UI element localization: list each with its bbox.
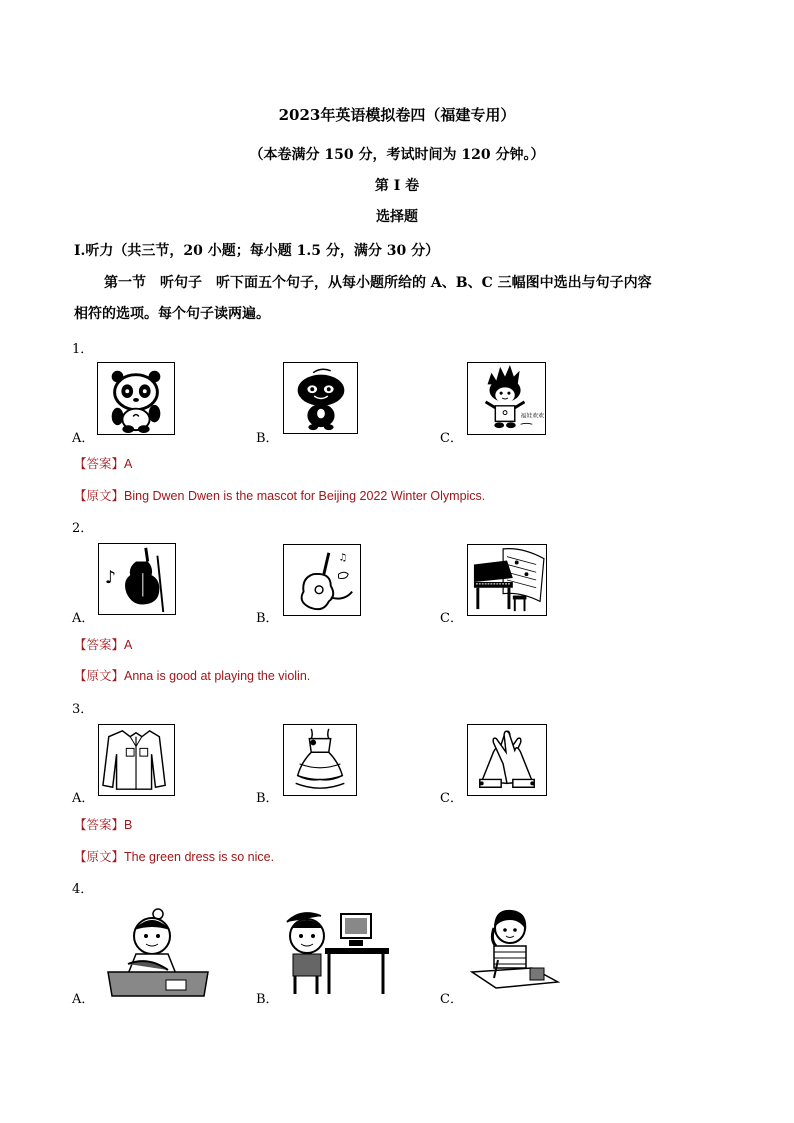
script-tag: 【原文】 bbox=[74, 849, 125, 864]
volume-heading: 第 I 卷 bbox=[374, 178, 420, 194]
piano-image bbox=[467, 544, 547, 616]
svg-text:福娃欢欢: 福娃欢欢 bbox=[520, 413, 544, 420]
section-intro-line1: 第一节 听句子 听下面五个句子，从每小题所给的 A、B、C 三幅图中选出与句子内容 bbox=[104, 275, 652, 291]
svg-text:♫: ♫ bbox=[338, 552, 348, 564]
script-text: The green dress is so nice. bbox=[124, 850, 275, 864]
answer-value: A bbox=[124, 457, 133, 471]
boy-washing-image bbox=[106, 902, 211, 998]
page-subtitle: （本卷满分 150 分，考试时间为 120 分钟。） bbox=[249, 147, 545, 163]
answer-value: A bbox=[124, 638, 133, 652]
script-text: Bing Dwen Dwen is the mascot for Beijing 2022 Winter Olympics. bbox=[124, 489, 486, 503]
answer-line bbox=[74, 634, 132, 653]
option-c-label: C． bbox=[440, 611, 463, 626]
option-b-label: B． bbox=[256, 791, 279, 806]
choice-heading: 选择题 bbox=[376, 209, 418, 225]
section-heading: Ⅰ.听力（共三节，20 小题；每小题 1.5 分，满分 30 分） bbox=[74, 243, 440, 259]
script-tag: 【原文】 bbox=[74, 668, 125, 683]
answer-value: B bbox=[124, 818, 133, 832]
question-number: 4． bbox=[72, 882, 94, 897]
svg-text:♪: ♪ bbox=[104, 567, 117, 588]
answer-tag: 【答案】 bbox=[74, 817, 125, 832]
dress-image bbox=[283, 724, 357, 796]
panda-mascot-image bbox=[97, 362, 175, 435]
question-number: 2． bbox=[72, 521, 94, 536]
script-line bbox=[74, 846, 274, 865]
option-b-label: B． bbox=[256, 611, 279, 626]
option-b-label: B． bbox=[256, 992, 279, 1007]
black-mascot-image bbox=[283, 362, 358, 434]
section-intro-line2: 相符的选项。每个句子读两遍。 bbox=[74, 306, 270, 322]
option-a-label: A． bbox=[72, 992, 95, 1007]
question-number: 3． bbox=[72, 702, 94, 717]
option-b-label: B． bbox=[256, 431, 279, 446]
boy-computer-image bbox=[283, 906, 390, 996]
girl-writing-image bbox=[470, 906, 560, 996]
answer-line bbox=[74, 814, 132, 833]
option-c-label: C． bbox=[440, 431, 463, 446]
jacket-image bbox=[98, 724, 175, 796]
answer-tag: 【答案】 bbox=[74, 637, 125, 652]
option-a-label: A． bbox=[72, 791, 95, 806]
option-a-label: A． bbox=[72, 611, 95, 626]
script-line bbox=[74, 665, 310, 684]
option-a-label: A． bbox=[72, 431, 95, 446]
page-title: 2023年英语模拟卷四（福建专用） bbox=[278, 106, 516, 124]
script-line bbox=[74, 485, 485, 504]
flame-mascot-image bbox=[467, 362, 546, 435]
option-c-label: C． bbox=[440, 791, 463, 806]
violin-image bbox=[98, 543, 176, 615]
option-c-label: C． bbox=[440, 992, 463, 1007]
answer-line bbox=[74, 453, 132, 472]
guitar-image bbox=[283, 544, 361, 616]
question-number: 1． bbox=[72, 342, 94, 357]
script-tag: 【原文】 bbox=[74, 488, 125, 503]
gloves-image bbox=[467, 724, 547, 796]
script-text: Anna is good at playing the violin. bbox=[124, 669, 311, 683]
answer-tag: 【答案】 bbox=[74, 456, 125, 471]
